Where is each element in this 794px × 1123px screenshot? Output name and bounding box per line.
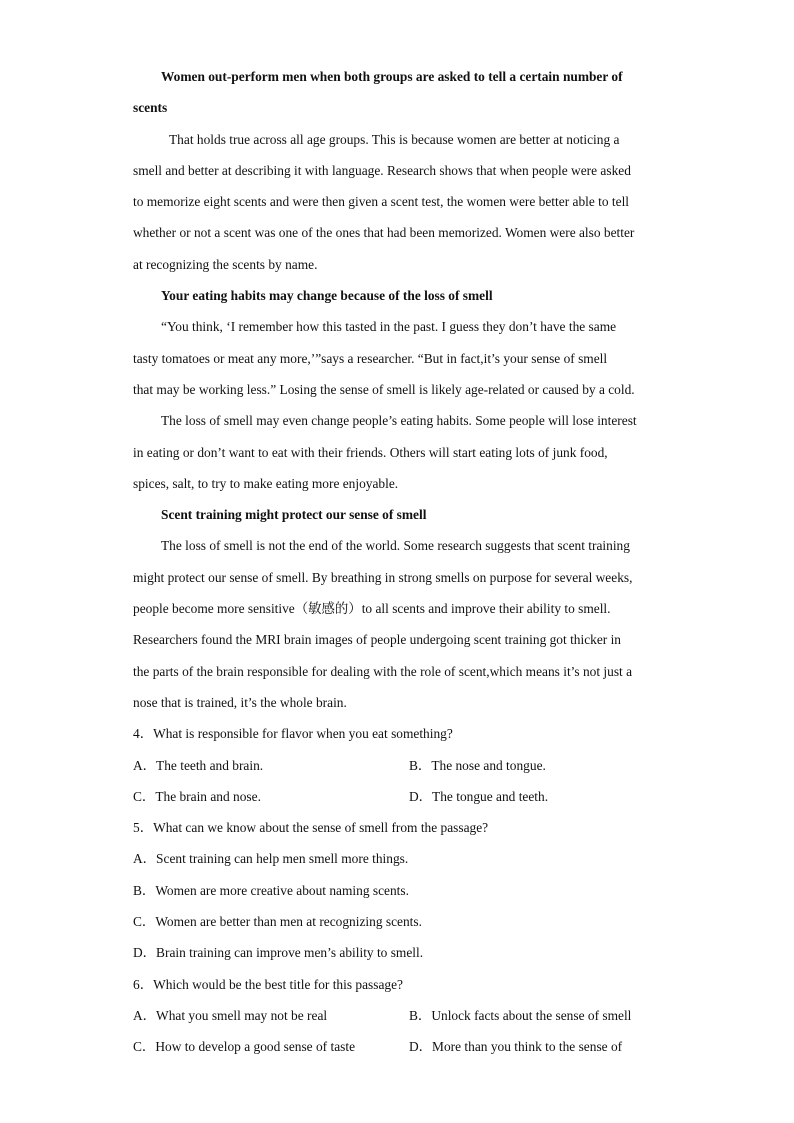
option-b: B．Unlock facts about the sense of smell bbox=[409, 1007, 632, 1023]
option-d: D．The tongue and teeth. bbox=[409, 788, 549, 804]
section-heading-continued: scents bbox=[133, 100, 168, 116]
paragraph-line: spices, salt, to try to make eating more enjoyable. bbox=[133, 475, 399, 491]
paragraph-line: nose that is trained, it’s the whole brain. bbox=[133, 694, 347, 710]
paragraph-line: The loss of smell may even change people’s eating habits. Some people will lose interest bbox=[161, 413, 637, 429]
paragraph-line: That holds true across all age groups. This is because women are better at noticing a bbox=[169, 131, 620, 147]
option-row bbox=[133, 1036, 663, 1067]
option-a: A．What you smell may not be real bbox=[133, 1007, 328, 1023]
option-c: C．How to develop a good sense of taste bbox=[133, 1039, 356, 1055]
option-d: D．Brain training can improve men’s ability to smell. bbox=[133, 945, 424, 961]
question-stem: 5．What can we know about the sense of smell from the passage? bbox=[133, 820, 489, 836]
option-row bbox=[133, 1005, 663, 1036]
option-c: C．The brain and nose. bbox=[133, 788, 261, 804]
paragraph-line: The loss of smell is not the end of the world. Some research suggests that scent training bbox=[161, 538, 630, 554]
option-row bbox=[133, 755, 663, 786]
paragraph-line: in eating or don’t want to eat with their friends. Others will start eating lots of junk food, bbox=[133, 444, 608, 460]
document-page bbox=[133, 66, 663, 1068]
option-a: A．Scent training can help men smell more things. bbox=[133, 851, 409, 867]
option-b: B．Women are more creative about naming scents. bbox=[133, 882, 409, 898]
paragraph-line: the parts of the brain responsible for dealing with the role of scent,which means it’s not just a bbox=[133, 663, 633, 679]
question-stem: 6．Which would be the best title for this passage? bbox=[133, 976, 403, 992]
paragraph-line: “You think, ‘I remember how this tasted in the past. I guess they don’t have the same bbox=[161, 319, 617, 335]
paragraph-line: smell and better at describing it with language. Research shows that when people were asked bbox=[133, 162, 631, 178]
paragraph-line: to memorize eight scents and were then given a scent test, the women were better able to tell bbox=[133, 194, 630, 210]
option-d: D．More than you think to the sense of bbox=[409, 1039, 623, 1055]
paragraph-line: Researchers found the MRI brain images of people undergoing scent training got thicker in bbox=[133, 632, 622, 648]
option-a: A．The teeth and brain. bbox=[133, 757, 264, 773]
paragraph-line: people become more sensitive（敏感的）to all scents and improve their ability to smell. bbox=[133, 601, 611, 617]
paragraph-line: tasty tomatoes or meat any more,’”says a researcher. “But in fact,it’s your sense of smell bbox=[133, 350, 608, 366]
section-heading: Scent training might protect our sense of smell bbox=[161, 507, 427, 523]
option-row bbox=[133, 786, 663, 817]
section-heading: Your eating habits may change because of the loss of smell bbox=[161, 288, 493, 304]
section-heading: Women out-perform men when both groups are asked to tell a certain number of bbox=[161, 69, 623, 84]
paragraph-line: that may be working less.” Losing the sense of smell is likely age-related or caused by a cold. bbox=[133, 381, 635, 397]
question-stem: 4．What is responsible for flavor when you eat something? bbox=[133, 726, 453, 742]
paragraph-line: whether or not a scent was one of the ones that had been memorized. Women were also better bbox=[133, 225, 635, 241]
option-c: C．Women are better than men at recognizing scents. bbox=[133, 914, 422, 930]
paragraph-line: might protect our sense of smell. By breathing in strong smells on purpose for several weeks, bbox=[133, 569, 633, 585]
paragraph-line: at recognizing the scents by name. bbox=[133, 256, 318, 272]
option-b: B．The nose and tongue. bbox=[409, 757, 546, 773]
